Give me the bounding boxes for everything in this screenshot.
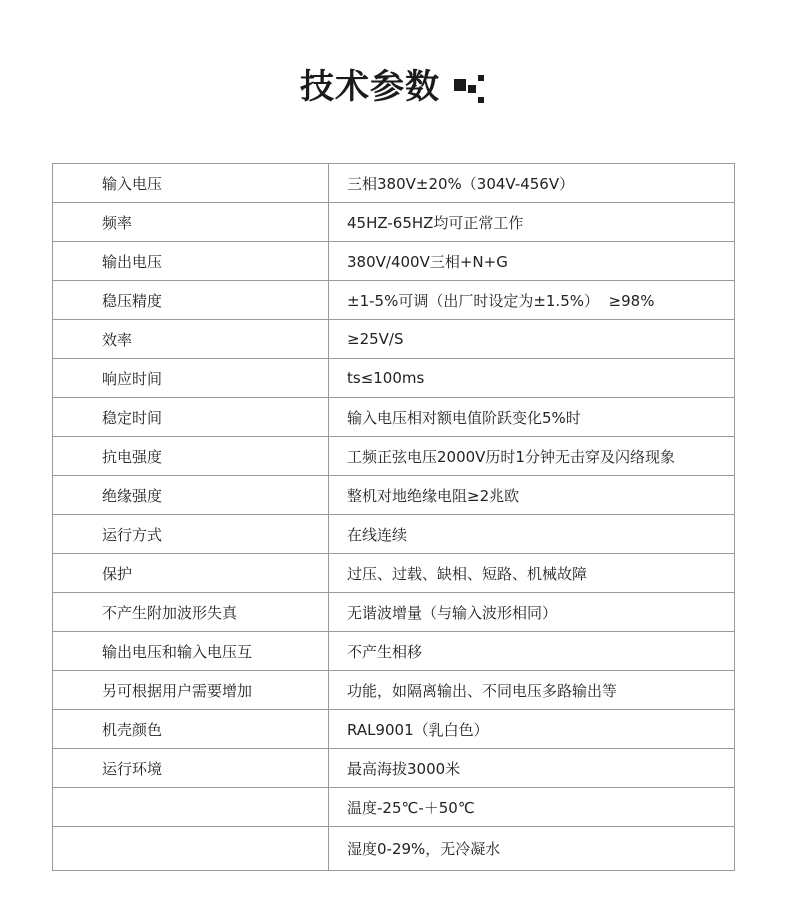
param-name: 频率 — [53, 203, 329, 242]
table-row — [53, 164, 735, 203]
table-row — [53, 398, 735, 437]
param-value: 过压、过载、缺相、短路、机械故障 — [329, 554, 735, 593]
param-name: 稳定时间 — [53, 398, 329, 437]
table-row — [53, 203, 735, 242]
pixel-squares-icon — [454, 69, 490, 105]
table-row — [53, 515, 735, 554]
param-name: 效率 — [53, 320, 329, 359]
param-value: RAL9001（乳白色） — [329, 710, 735, 749]
param-value: 温度-25℃-＋50℃ — [329, 788, 735, 827]
table-row — [53, 320, 735, 359]
param-name: 输出电压和输入电压互 — [53, 632, 329, 671]
param-name: 抗电强度 — [53, 437, 329, 476]
param-value: 整机对地绝缘电阻≥2兆欧 — [329, 476, 735, 515]
param-value: 不产生相移 — [329, 632, 735, 671]
table-row — [53, 749, 735, 788]
table-row — [53, 476, 735, 515]
table-row — [53, 632, 735, 671]
param-name: 机壳颜色 — [53, 710, 329, 749]
param-value: 功能，如隔离输出、不同电压多路输出等 — [329, 671, 735, 710]
param-name: 运行环境 — [53, 749, 329, 788]
table-row — [53, 788, 735, 827]
param-name: 响应时间 — [53, 359, 329, 398]
param-value: 三相380V±20%（304V-456V） — [329, 164, 735, 203]
parameters-table — [52, 163, 735, 871]
param-value: 工频正弦电压2000V历时1分钟无击穿及闪络现象 — [329, 437, 735, 476]
param-name: 稳压精度 — [53, 281, 329, 320]
param-value: ±1-5%可调（出厂时设定为±1.5%） ≥98% — [329, 281, 735, 320]
table-row — [53, 710, 735, 749]
table-row — [53, 437, 735, 476]
param-name: 保护 — [53, 554, 329, 593]
param-name: 不产生附加波形失真 — [53, 593, 329, 632]
table-row — [53, 554, 735, 593]
param-value: 湿度0-29%，无冷凝水 — [329, 827, 735, 871]
param-value: 在线连续 — [329, 515, 735, 554]
table-row — [53, 827, 735, 871]
table-row — [53, 242, 735, 281]
param-name: 另可根据用户需要增加 — [53, 671, 329, 710]
table-row — [53, 593, 735, 632]
param-value: 最高海拔3000米 — [329, 749, 735, 788]
param-value: 45HZ-65HZ均可正常工作 — [329, 203, 735, 242]
page-title: 技术参数 — [300, 67, 440, 107]
title-bar — [0, 62, 790, 112]
param-value: ≥25V/S — [329, 320, 735, 359]
param-name: 输入电压 — [53, 164, 329, 203]
param-name: 运行方式 — [53, 515, 329, 554]
param-value: 380V/400V三相+N+G — [329, 242, 735, 281]
param-name: 绝缘强度 — [53, 476, 329, 515]
param-name — [53, 827, 329, 871]
param-value: ts≤100ms — [329, 359, 735, 398]
param-value: 无谐波增量（与输入波形相同） — [329, 593, 735, 632]
table-row — [53, 671, 735, 710]
param-name — [53, 788, 329, 827]
param-name: 输出电压 — [53, 242, 329, 281]
table-row — [53, 281, 735, 320]
table-row — [53, 359, 735, 398]
param-value: 输入电压相对额电值阶跃变化5%时 — [329, 398, 735, 437]
